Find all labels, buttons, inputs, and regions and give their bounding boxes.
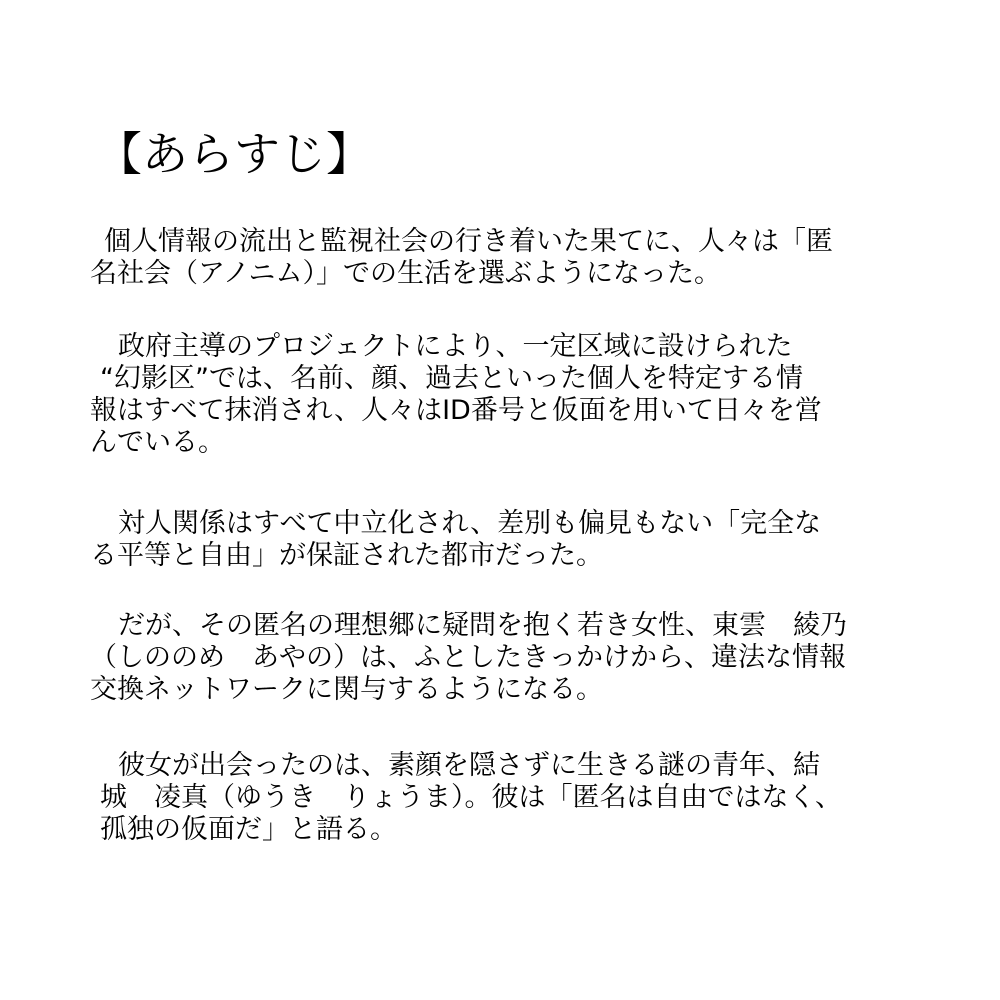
paragraph-line: （しののめ あやの）は、ふとしたきっかけから、違法な情報 (90, 642, 846, 673)
paragraph-line: “幻影区”では、名前、顔、過去といった個人を特定する情 (100, 363, 803, 394)
paragraph-line: んでいる。 (90, 427, 225, 458)
paragraph-line: 個人情報の流出と監視社会の行き着いた果てに、人々は「匿 (104, 226, 833, 257)
paragraph-line: 対人関係はすべて中立化され、差別も偏見もない「完全な (118, 508, 822, 539)
paragraph-line: 報はすべて抹消され、人々はID番号と仮面を用いて日々を営 (90, 395, 822, 426)
paragraph-line: 政府主導のプロジェクトにより、一定区域に設けられた (118, 331, 793, 362)
synopsis-paragraph-4 (90, 610, 890, 706)
paragraph-line: 城 凌真（ゆうき りょうま）。彼は「匿名は自由ではなく、 (100, 782, 842, 813)
synopsis-paragraph-2 (90, 331, 890, 459)
synopsis-paragraph-3 (90, 508, 890, 572)
paragraph-line: 孤独の仮面だ」と語る。 (100, 814, 397, 845)
paragraph-line: 名社会（アノニム）」での生活を選ぶようになった。 (90, 258, 721, 289)
paragraph-line: 交換ネットワークに関与するようになる。 (90, 674, 603, 705)
paragraph-line: だが、その匿名の理想郷に疑問を抱く若き女性、東雲 綾乃 (118, 610, 847, 641)
paragraph-line: 彼女が出会ったのは、素顔を隠さずに生きる謎の青年、結 (118, 750, 820, 781)
paragraph-line: る平等と自由」が保証された都市だった。 (90, 540, 603, 571)
synopsis-paragraph-5 (90, 750, 890, 846)
synopsis-heading: 【あらすじ】 (96, 127, 372, 181)
synopsis-paragraph-1 (90, 226, 890, 290)
